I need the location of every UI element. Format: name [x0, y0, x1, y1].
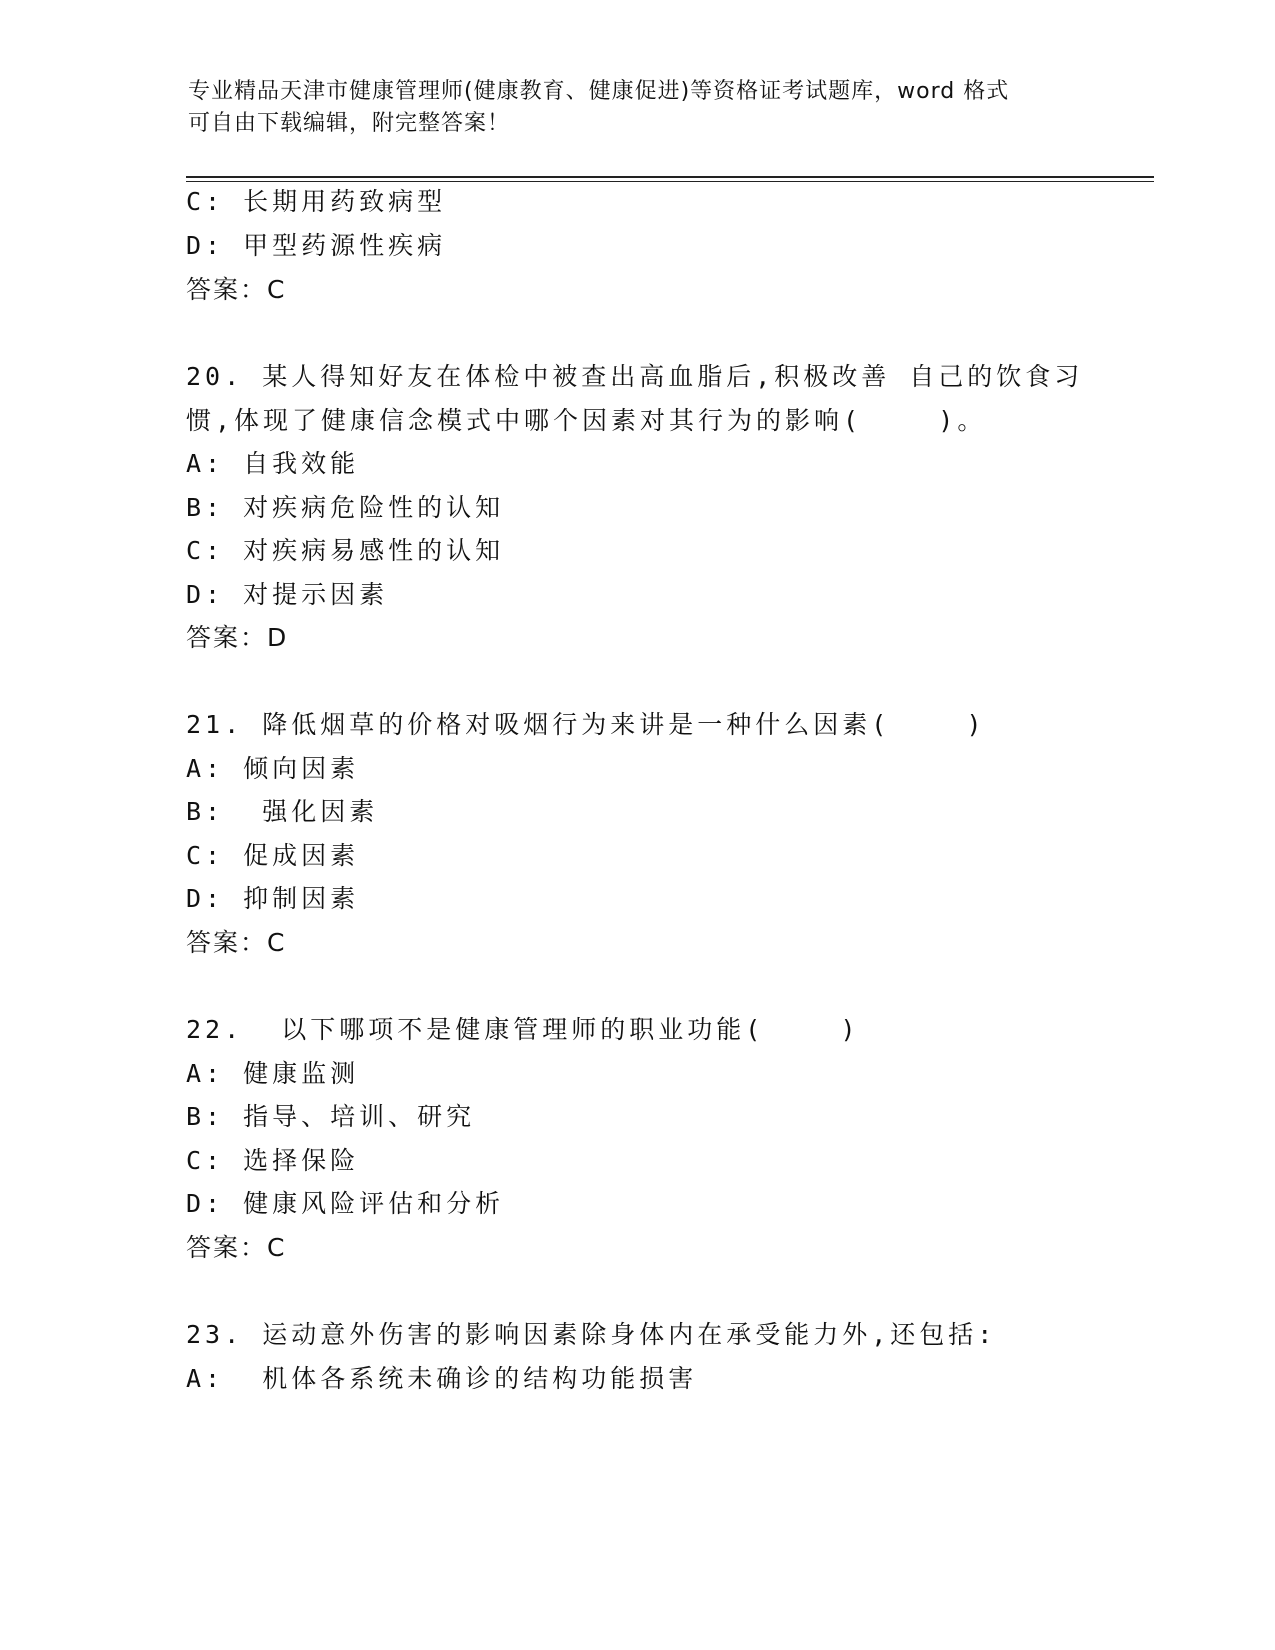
question-21-option-b: B: 强化因素	[186, 797, 379, 826]
question-21-answer: 答案：C	[186, 928, 287, 957]
question-20-stem-line-1: 20. 某人得知好友在体检中被查出高血脂后,积极改善 自己的饮食习	[186, 362, 1084, 391]
question-22-answer: 答案：C	[186, 1233, 287, 1262]
question-20-option-b: B: 对疾病危险性的认知	[186, 493, 505, 522]
header-line-2: 可自由下载编辑，附完整答案！	[188, 111, 511, 136]
question-20-option-c: C: 对疾病易感性的认知	[186, 536, 505, 565]
question-20-option-a: A: 自我效能	[186, 449, 360, 478]
question-20-stem-line-2: 惯,体现了健康信念模式中哪个因素对其行为的影响( )。	[186, 406, 987, 435]
question-23-stem: 23. 运动意外伤害的影响因素除身体内在承受能力外,还包括:	[186, 1320, 997, 1349]
question-20-option-d: D: 对提示因素	[186, 580, 389, 609]
question-22-option-d: D: 健康风险评估和分析	[186, 1189, 505, 1218]
question-22-option-a: A: 健康监测	[186, 1059, 360, 1088]
question-22-option-b: B: 指导、培训、研究	[186, 1102, 476, 1131]
document-header	[188, 76, 1068, 140]
question-21-option-d: D: 抑制因素	[186, 884, 360, 913]
question-22-option-c: C: 选择保险	[186, 1146, 360, 1175]
header-divider-thick	[186, 176, 1154, 178]
question-23-option-a: A: 机体各系统未确诊的结构功能损害	[186, 1364, 698, 1393]
question-20-answer: 答案：D	[186, 623, 289, 652]
question-21-stem: 21. 降低烟草的价格对吸烟行为来讲是一种什么因素( )	[186, 710, 986, 739]
question-22-stem: 22. 以下哪项不是健康管理师的职业功能( )	[186, 1015, 860, 1044]
header-divider-thin	[186, 181, 1154, 182]
header-line-1: 专业精品天津市健康管理师(健康教育、健康促进)等资格证考试题库，word 格式	[188, 79, 1010, 104]
answer: 答案：C	[186, 275, 287, 304]
question-21-option-c: C: 促成因素	[186, 841, 360, 870]
option-d: D: 甲型药源性疾病	[186, 231, 447, 260]
question-21-option-a: A: 倾向因素	[186, 754, 360, 783]
option-c: C: 长期用药致病型	[186, 187, 447, 216]
